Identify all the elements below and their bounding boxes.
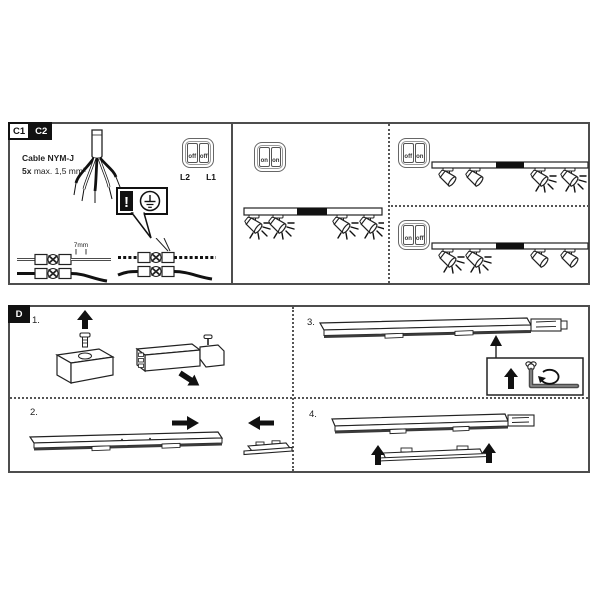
terminal-unit <box>17 269 107 282</box>
rocker-left <box>403 225 414 245</box>
warning-exclamation: ! <box>124 194 129 211</box>
track-scene-left-pair-on <box>430 239 590 285</box>
panel-d-tabs <box>8 305 30 323</box>
rocker-right-label: off <box>415 236 424 243</box>
panel-c <box>8 122 590 285</box>
step-3-illustration <box>305 314 587 396</box>
rocker-left <box>403 143 414 163</box>
panel-c-tabs <box>8 122 52 140</box>
divider-dotted-horizontal <box>388 205 589 207</box>
terminal-unit <box>118 267 212 280</box>
rocker-right-label: on <box>416 154 424 161</box>
earth-ground-icon <box>141 192 160 211</box>
up-arrow-icon <box>371 445 385 465</box>
rocker-right-label: off <box>199 154 208 161</box>
switch-frame <box>401 141 427 165</box>
track-rail-with-connector <box>332 414 534 434</box>
adapter-strip <box>379 446 487 461</box>
wall-switch-main <box>182 138 214 168</box>
end-cap-with-screw <box>57 333 113 383</box>
rocker-left <box>259 147 270 167</box>
connector-diagram-right <box>112 238 224 286</box>
wall-switch-left-on <box>398 220 430 250</box>
rocker-left-label: on <box>260 158 268 165</box>
tab-d: D <box>8 305 30 323</box>
arrow-down-right-icon <box>176 368 202 391</box>
switch-frame <box>257 145 283 169</box>
rocker-left-label: on <box>404 236 412 243</box>
left-arrow-icon <box>248 416 274 430</box>
switch-frame <box>401 223 427 247</box>
rocker-right <box>415 143 426 163</box>
track-connector-piece <box>244 441 292 455</box>
step-4-illustration <box>305 407 587 469</box>
tab-c2: C2 <box>30 122 52 140</box>
step-4-label: 4. <box>309 409 317 420</box>
step-3-label: 3. <box>307 317 315 328</box>
wall-switch-right-on <box>398 138 430 168</box>
tab-c1: C1 <box>8 122 30 140</box>
track-end-with-cap <box>137 335 224 391</box>
terminal-l2-label: L2 <box>180 172 190 182</box>
terminal-unit <box>118 253 216 263</box>
rocker-right <box>415 225 426 245</box>
switch-frame <box>185 141 211 165</box>
divider-dotted-horizontal <box>10 397 588 399</box>
step-1-illustration <box>32 309 272 393</box>
rocker-right-label: on <box>272 158 280 165</box>
terminal-l1-label: L1 <box>206 172 216 182</box>
right-arrow-icon <box>172 416 199 430</box>
wall-switch-both-on <box>254 142 286 172</box>
track-scene-all-on <box>242 202 384 260</box>
cable-size-text: 5x max. 1,5 mm² <box>22 166 86 177</box>
strip-length-label: 7mm <box>73 242 89 249</box>
cable-type-text: Cable NYM-J <box>22 153 74 163</box>
step-2-illustration <box>22 412 294 470</box>
track-rail <box>30 432 222 451</box>
up-arrow-icon <box>490 335 502 346</box>
hex-key-inset <box>487 358 583 395</box>
warning-earth-callout <box>115 186 175 242</box>
rocker-left <box>187 143 198 163</box>
divider-dotted-vertical <box>388 124 390 283</box>
terminal-labels <box>180 172 216 182</box>
track-rail-with-connector <box>320 318 567 338</box>
step-2-label: 2. <box>30 407 38 418</box>
terminal-unit <box>17 255 111 265</box>
connector-diagram-left <box>15 238 115 286</box>
rocker-left-label: off <box>188 154 197 161</box>
track-scene-right-pair-on <box>430 158 590 204</box>
rocker-right <box>199 143 210 163</box>
step-1-label: 1. <box>32 315 40 326</box>
panel-d <box>8 305 590 473</box>
divider-solid <box>231 124 233 283</box>
rocker-left-label: off <box>404 154 413 161</box>
up-arrow-icon <box>77 310 93 329</box>
rocker-right <box>271 147 282 167</box>
up-arrow-icon <box>482 443 496 463</box>
